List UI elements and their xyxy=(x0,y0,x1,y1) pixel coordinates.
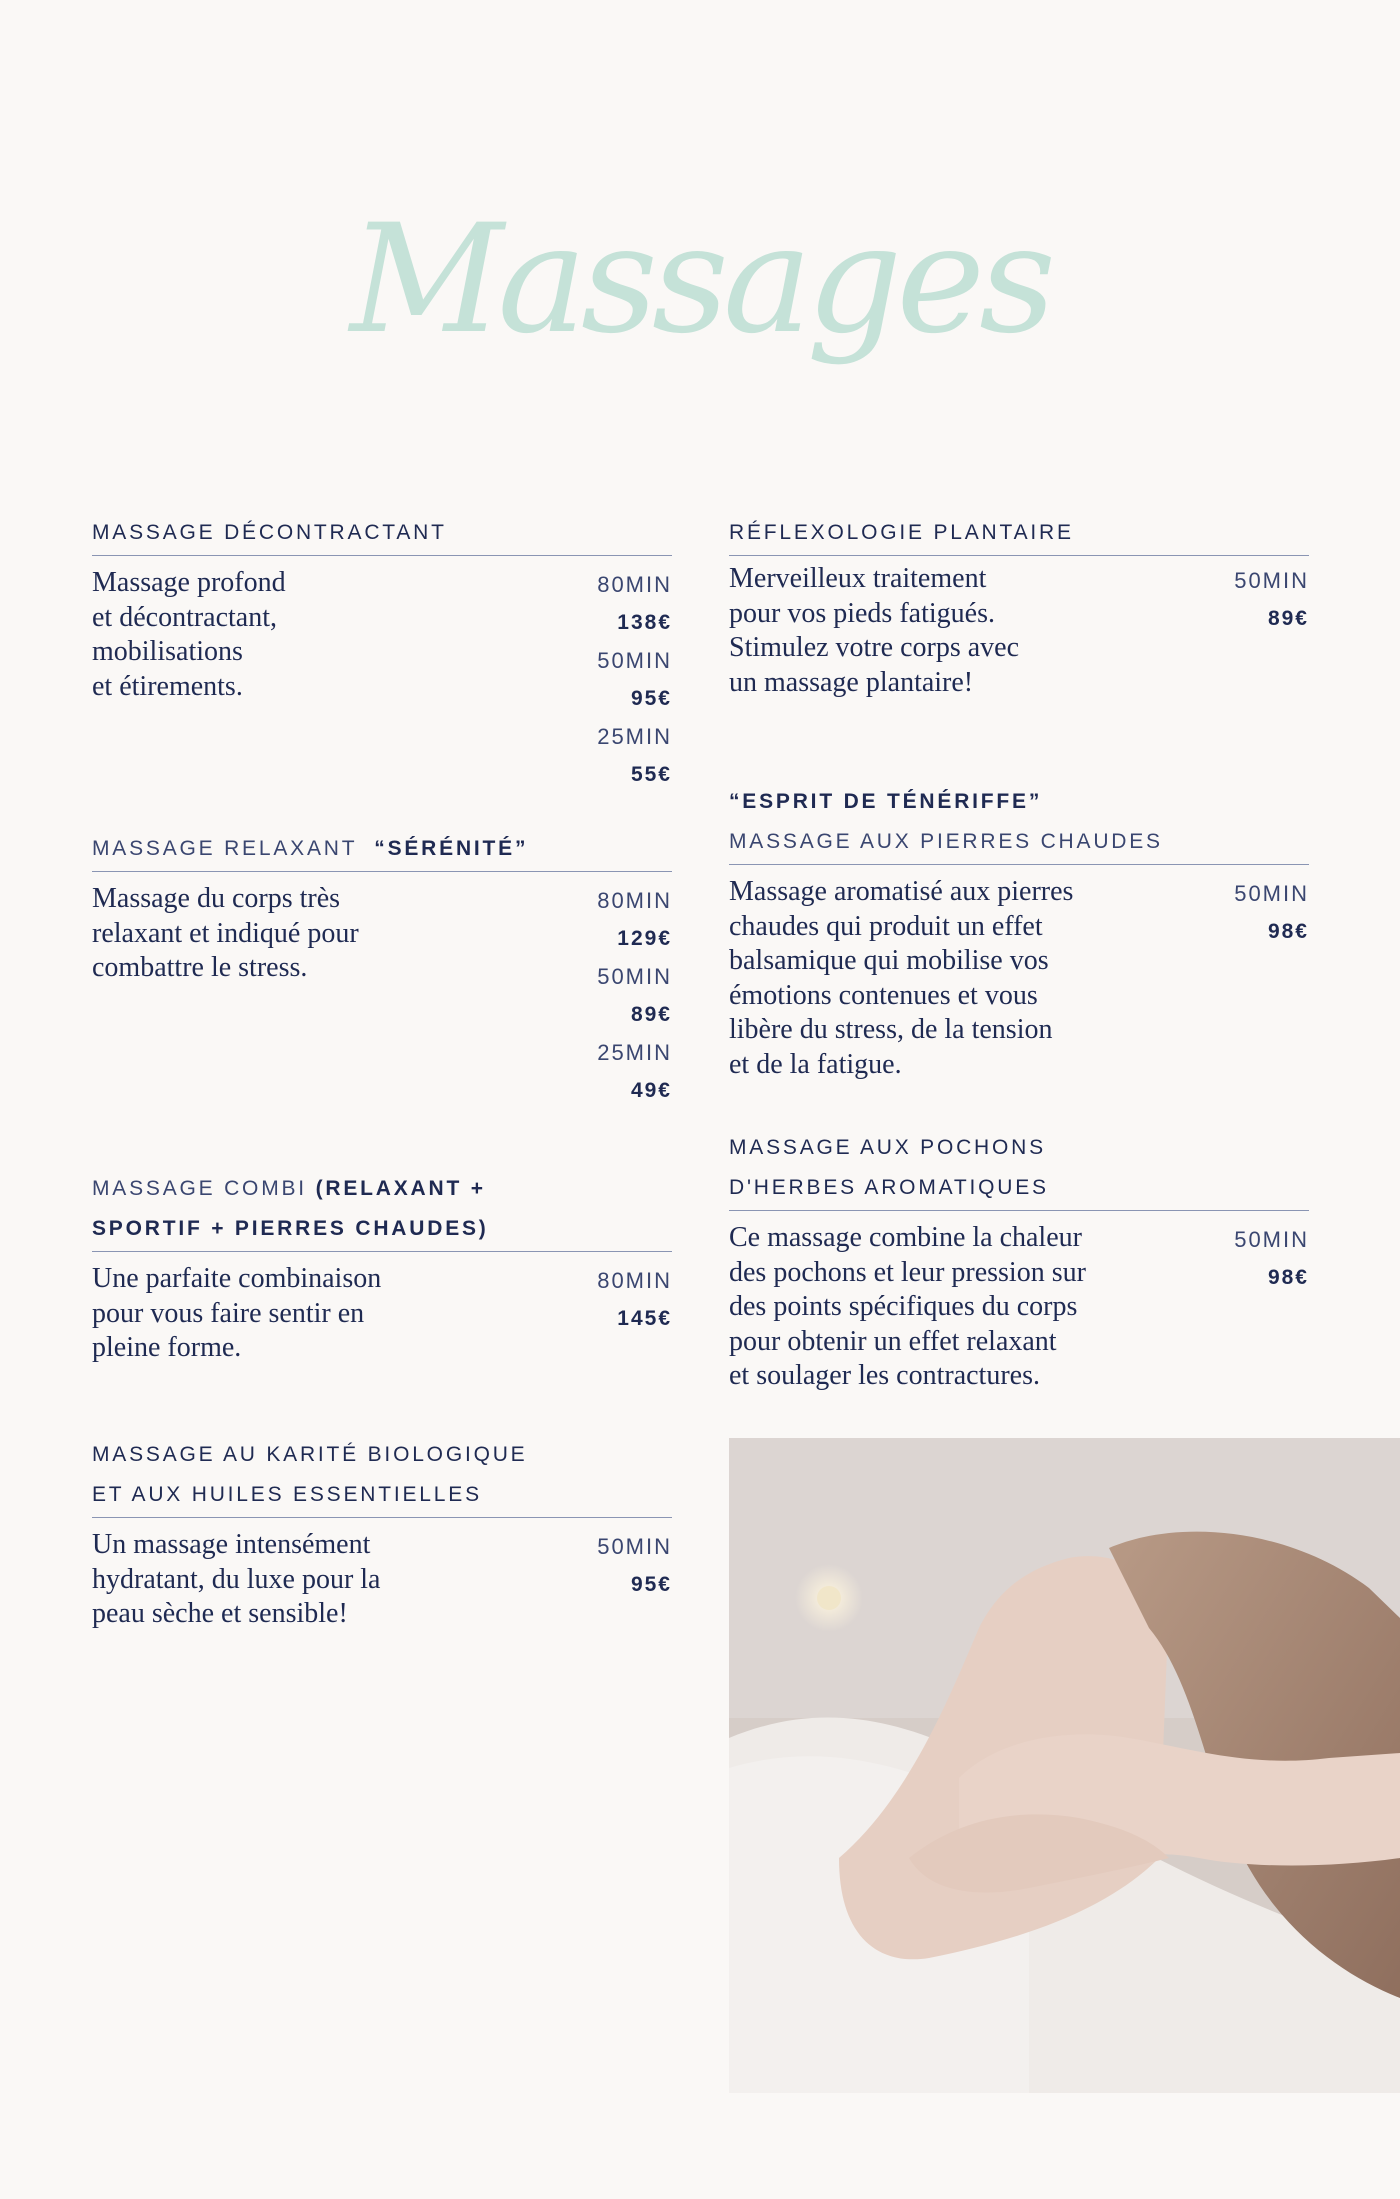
price: 138€ xyxy=(617,611,672,634)
duration: 50MIN xyxy=(597,1534,672,1559)
price-list xyxy=(597,882,672,1110)
description-line: Merveilleux traitement xyxy=(729,563,987,594)
description xyxy=(729,562,1019,700)
section-heading xyxy=(92,513,672,556)
heading-text: MASSAGE AUX PIERRES CHAUDES xyxy=(729,830,1163,853)
section-reflexologie-plantaire xyxy=(729,513,1309,700)
description-line: Massage du corps très xyxy=(92,883,341,914)
heading-text: MASSAGE COMBI xyxy=(92,1177,307,1200)
heading-text-bold: “ESPRIT DE TÉNÉRIFFE” xyxy=(729,790,1043,813)
price-list xyxy=(1234,875,1309,1082)
description-line: relaxant et indiqué pour xyxy=(92,917,359,949)
price: 89€ xyxy=(630,1003,672,1026)
section-pierres-chaudes xyxy=(729,782,1309,1082)
section-massage-karite xyxy=(92,1435,672,1632)
heading-text: RÉFLEXOLOGIE PLANTAIRE xyxy=(729,521,1074,544)
heading-text: MASSAGE DÉCONTRACTANT xyxy=(92,521,447,544)
description xyxy=(92,566,286,794)
description-line: Massage profond xyxy=(92,567,286,598)
price-list xyxy=(597,1262,672,1366)
description-line: mobilisations xyxy=(92,636,243,667)
description xyxy=(729,875,1073,1082)
description-line: Stimulez votre corps avec xyxy=(729,632,1020,663)
description xyxy=(92,1528,380,1632)
duration: 50MIN xyxy=(597,964,672,989)
massage-photo xyxy=(729,1438,1400,2093)
heading-text: MASSAGE AUX POCHONS xyxy=(729,1136,1046,1159)
description-line: Une parfaite combinaison xyxy=(92,1263,382,1294)
duration: 25MIN xyxy=(597,1040,672,1065)
section-massage-decontractant xyxy=(92,513,672,794)
heading-text: ET AUX HUILES ESSENTIELLES xyxy=(92,1483,482,1506)
heading-text: MASSAGE RELAXANT xyxy=(92,837,357,860)
price: 98€ xyxy=(1267,1266,1309,1289)
duration: 50MIN xyxy=(1234,881,1309,906)
section-heading xyxy=(92,1435,672,1518)
price: 95€ xyxy=(630,687,672,710)
price-list xyxy=(597,1528,672,1632)
duration: 50MIN xyxy=(1234,1227,1309,1252)
description xyxy=(92,1262,381,1366)
description-line: Un massage intensément xyxy=(92,1529,371,1560)
heading-text: D'HERBES AROMATIQUES xyxy=(729,1176,1049,1199)
description-line: chaudes qui produit un effet xyxy=(729,910,1043,942)
page-title: Massages xyxy=(349,193,1051,367)
description-line: un massage plantaire! xyxy=(729,666,974,698)
price: 98€ xyxy=(1267,920,1309,943)
description-line: pour vos pieds fatigués. xyxy=(729,597,995,629)
price-list xyxy=(1234,1221,1309,1394)
description-line: des pochons et leur pression sur xyxy=(729,1256,1086,1288)
description-line: émotions contenues et vous xyxy=(729,979,1038,1011)
description xyxy=(729,1221,1086,1394)
duration: 80MIN xyxy=(597,1268,672,1293)
description-line: et soulager les contractures. xyxy=(729,1360,1040,1391)
section-heading xyxy=(729,513,1309,556)
section-heading xyxy=(729,1128,1309,1211)
description-line: pour vous faire sentir en xyxy=(92,1297,365,1329)
section-heading xyxy=(92,829,672,872)
price: 95€ xyxy=(630,1573,672,1596)
duration: 50MIN xyxy=(597,648,672,673)
description-line: pleine forme. xyxy=(92,1332,242,1363)
description-line: balsamique qui mobilise vos xyxy=(729,945,1049,976)
section-heading xyxy=(92,1169,672,1252)
duration: 80MIN xyxy=(597,572,672,597)
price: 89€ xyxy=(1267,607,1309,630)
description-line: hydratant, du luxe pour la xyxy=(92,1563,381,1595)
description-line: combattre le stress. xyxy=(92,952,308,983)
heading-text-bold: “SÉRÉNITÉ” xyxy=(374,837,529,860)
duration: 80MIN xyxy=(597,888,672,913)
price-list xyxy=(597,566,672,794)
duration: 25MIN xyxy=(597,724,672,749)
duration: 50MIN xyxy=(1234,568,1309,593)
price: 145€ xyxy=(617,1307,672,1330)
heading-text-bold: (RELAXANT + xyxy=(315,1177,486,1200)
price: 129€ xyxy=(617,927,672,950)
price: 55€ xyxy=(630,763,672,786)
heading-text-bold: SPORTIF + PIERRES CHAUDES) xyxy=(92,1217,489,1240)
description-line: et décontractant, xyxy=(92,601,278,633)
description-line: Ce massage combine la chaleur xyxy=(729,1222,1082,1253)
massage-photo-illustration xyxy=(729,1438,1400,2093)
section-massage-combi xyxy=(92,1169,672,1366)
description-line: pour obtenir un effet relaxant xyxy=(729,1325,1057,1357)
description-line: et étirements. xyxy=(92,670,243,702)
section-pochons xyxy=(729,1128,1309,1394)
section-heading xyxy=(729,782,1309,865)
description-line: peau sèche et sensible! xyxy=(92,1598,348,1629)
description-line: Massage aromatisé aux pierres xyxy=(729,876,1074,907)
description-line: des points spécifiques du corps xyxy=(729,1291,1078,1322)
heading-text: MASSAGE AU KARITÉ BIOLOGIQUE xyxy=(92,1443,528,1466)
price: 49€ xyxy=(630,1079,672,1102)
price-list xyxy=(1234,562,1309,700)
section-massage-relaxant xyxy=(92,829,672,1110)
description-line: et de la fatigue. xyxy=(729,1048,902,1080)
description-line: libère du stress, de la tension xyxy=(729,1014,1053,1045)
description xyxy=(92,882,359,1110)
